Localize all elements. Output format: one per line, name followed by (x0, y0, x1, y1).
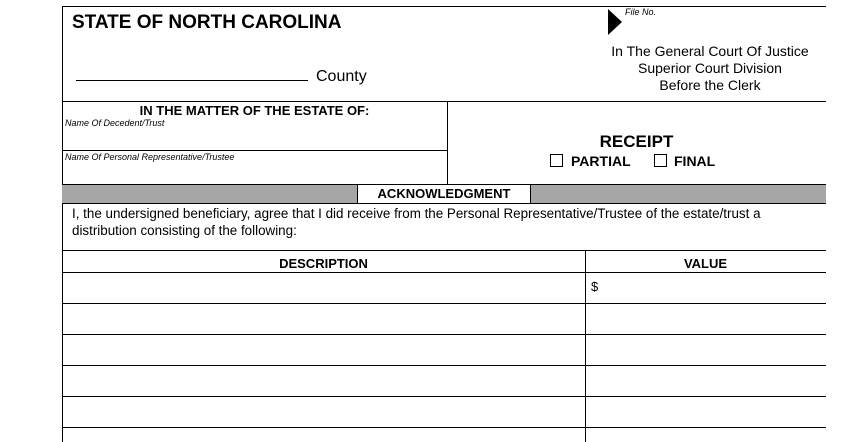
final-label: FINAL (674, 153, 716, 169)
partial-label: PARTIAL (571, 153, 631, 169)
table-column-divider (585, 250, 586, 442)
receipt-title: RECEIPT (599, 132, 674, 151)
acknowledgment-heading: ACKNOWLEDGMENT (357, 184, 531, 204)
representative-name-field[interactable] (65, 163, 445, 183)
file-no-label: File No. (625, 7, 657, 17)
county-label: County (316, 68, 367, 85)
acknowledgment-text (72, 205, 761, 239)
court-line-2: Superior Court Division (638, 60, 782, 76)
court-line-1: In The General Court Of Justice (611, 43, 809, 59)
final-checkbox[interactable] (654, 154, 667, 167)
court-designation (594, 43, 826, 94)
table-row-border (62, 427, 826, 428)
value-field-5[interactable] (587, 398, 824, 425)
value-field-2[interactable] (587, 305, 824, 332)
description-field-5[interactable] (64, 398, 583, 425)
value-column-header: VALUE (683, 256, 728, 271)
value-field-1[interactable] (602, 274, 824, 301)
decedent-name-field[interactable] (65, 128, 445, 150)
state-title: STATE OF NORTH CAROLINA (72, 12, 342, 33)
estate-section-top-border (62, 101, 826, 102)
estate-receipt-form (62, 6, 826, 442)
description-field-3[interactable] (64, 336, 583, 363)
value-field-6[interactable] (587, 429, 824, 442)
description-field-2[interactable] (64, 305, 583, 332)
currency-symbol: $ (591, 279, 599, 294)
description-field-1[interactable] (64, 274, 583, 301)
form-left-border (62, 6, 63, 442)
file-marker-arrow-icon (608, 9, 622, 35)
acknowledgment-text-line-2: distribution consisting of the following: (72, 223, 297, 238)
county-line (76, 80, 308, 81)
acknowledgment-text-line-1: I, the undersigned beneficiary, agree that I did receive from the Personal Representative/Trustee of the estate/trust a (72, 206, 761, 221)
description-field-6[interactable] (64, 429, 583, 442)
table-row-border (62, 396, 826, 397)
table-row-border (62, 334, 826, 335)
decedent-line (62, 150, 447, 151)
file-no-field[interactable] (662, 8, 822, 30)
table-top-border (62, 250, 826, 251)
description-column-header: DESCRIPTION (279, 256, 368, 271)
table-row-border (62, 303, 826, 304)
county-field[interactable] (76, 62, 308, 80)
court-line-3: Before the Clerk (659, 77, 761, 93)
value-field-4[interactable] (587, 367, 824, 394)
table-row-border (62, 365, 826, 366)
representative-label: Name Of Personal Representative/Trustee (65, 152, 235, 162)
value-field-3[interactable] (587, 336, 824, 363)
decedent-label: Name Of Decedent/Trust (65, 118, 165, 128)
partial-checkbox[interactable] (550, 154, 563, 167)
description-field-4[interactable] (64, 367, 583, 394)
table-header-border (62, 272, 826, 273)
estate-heading: IN THE MATTER OF THE ESTATE OF: (139, 103, 370, 118)
form-top-border (62, 6, 826, 7)
